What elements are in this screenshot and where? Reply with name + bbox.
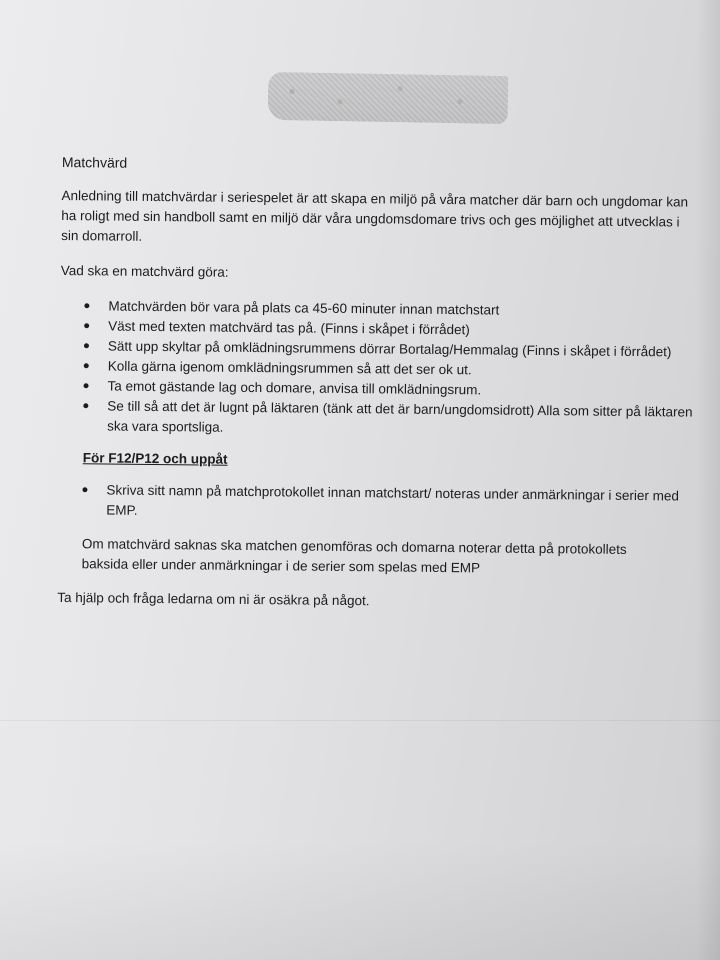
bullet-icon bbox=[84, 303, 89, 308]
bullet-icon bbox=[84, 323, 89, 328]
list-item-text: Se till så att det är lugnt på läktaren (tänk att det är barn/ungdomsidrott) Alla som sitter på läktaren ska vara sportsliga. bbox=[107, 398, 693, 435]
closing-line: Ta hjälp och fråga ledarna om ni är osäkra på något. bbox=[57, 589, 370, 609]
torn-tape-residue bbox=[268, 72, 509, 124]
tasks-list bbox=[59, 296, 700, 443]
list-item bbox=[82, 480, 698, 526]
paper-shadow bbox=[0, 840, 720, 960]
document-body bbox=[57, 152, 702, 615]
bullet-icon bbox=[82, 487, 87, 492]
f12-heading: För F12/P12 och uppåt bbox=[82, 450, 228, 467]
f12-tasks-list bbox=[58, 480, 698, 527]
document-title: Matchvärd bbox=[61, 153, 128, 171]
list-item bbox=[83, 396, 699, 442]
list-item-text: Matchvärden bör vara på plats ca 45-60 minuter innan matchstart bbox=[108, 298, 500, 318]
list-item-text: Ta emot gästande lag och domare, anvisa till omklädningsrum. bbox=[107, 378, 482, 398]
list-item-text: Skriva sitt namn på matchprotokollet innan matchstart/ noteras under anmärkningar i serier med EMP. bbox=[106, 482, 680, 518]
paper-edge-shadow bbox=[696, 0, 720, 960]
paper-fold bbox=[0, 720, 720, 721]
bullet-icon bbox=[84, 343, 89, 348]
bullet-icon bbox=[83, 403, 88, 408]
list-item-text: Kolla gärna igenom omklädningsrummen så att det ser ok ut. bbox=[107, 358, 472, 378]
missing-host-note: Om matchvärd saknas ska matchen genomföras och domarna noterar detta på protokollets baksida eller under anmärkningar i de serier som spelas med EMP bbox=[81, 536, 627, 576]
intro-paragraph: Anledning till matchvärdar i seriespelet är att skapa en miljö på våra matcher där barn och ungdomar kan ha roligt med sin handboll samt en miljö där våra ungdomsdomare trivs och ges möjlighet att utvecklas i sin domarroll. bbox=[61, 187, 689, 244]
tasks-heading: Vad ska en matchvärd göra: bbox=[60, 262, 229, 280]
bullet-icon bbox=[84, 363, 89, 368]
list-item-text: Sätt upp skyltar på omklädningsrummens dörrar Bortalag/Hemmalag (Finns i skåpet i förrådet) bbox=[107, 338, 672, 360]
bullet-icon bbox=[84, 383, 89, 388]
list-item-text: Väst med texten matchvärd tas på. (Finns i skåpet i förrådet) bbox=[108, 318, 470, 338]
